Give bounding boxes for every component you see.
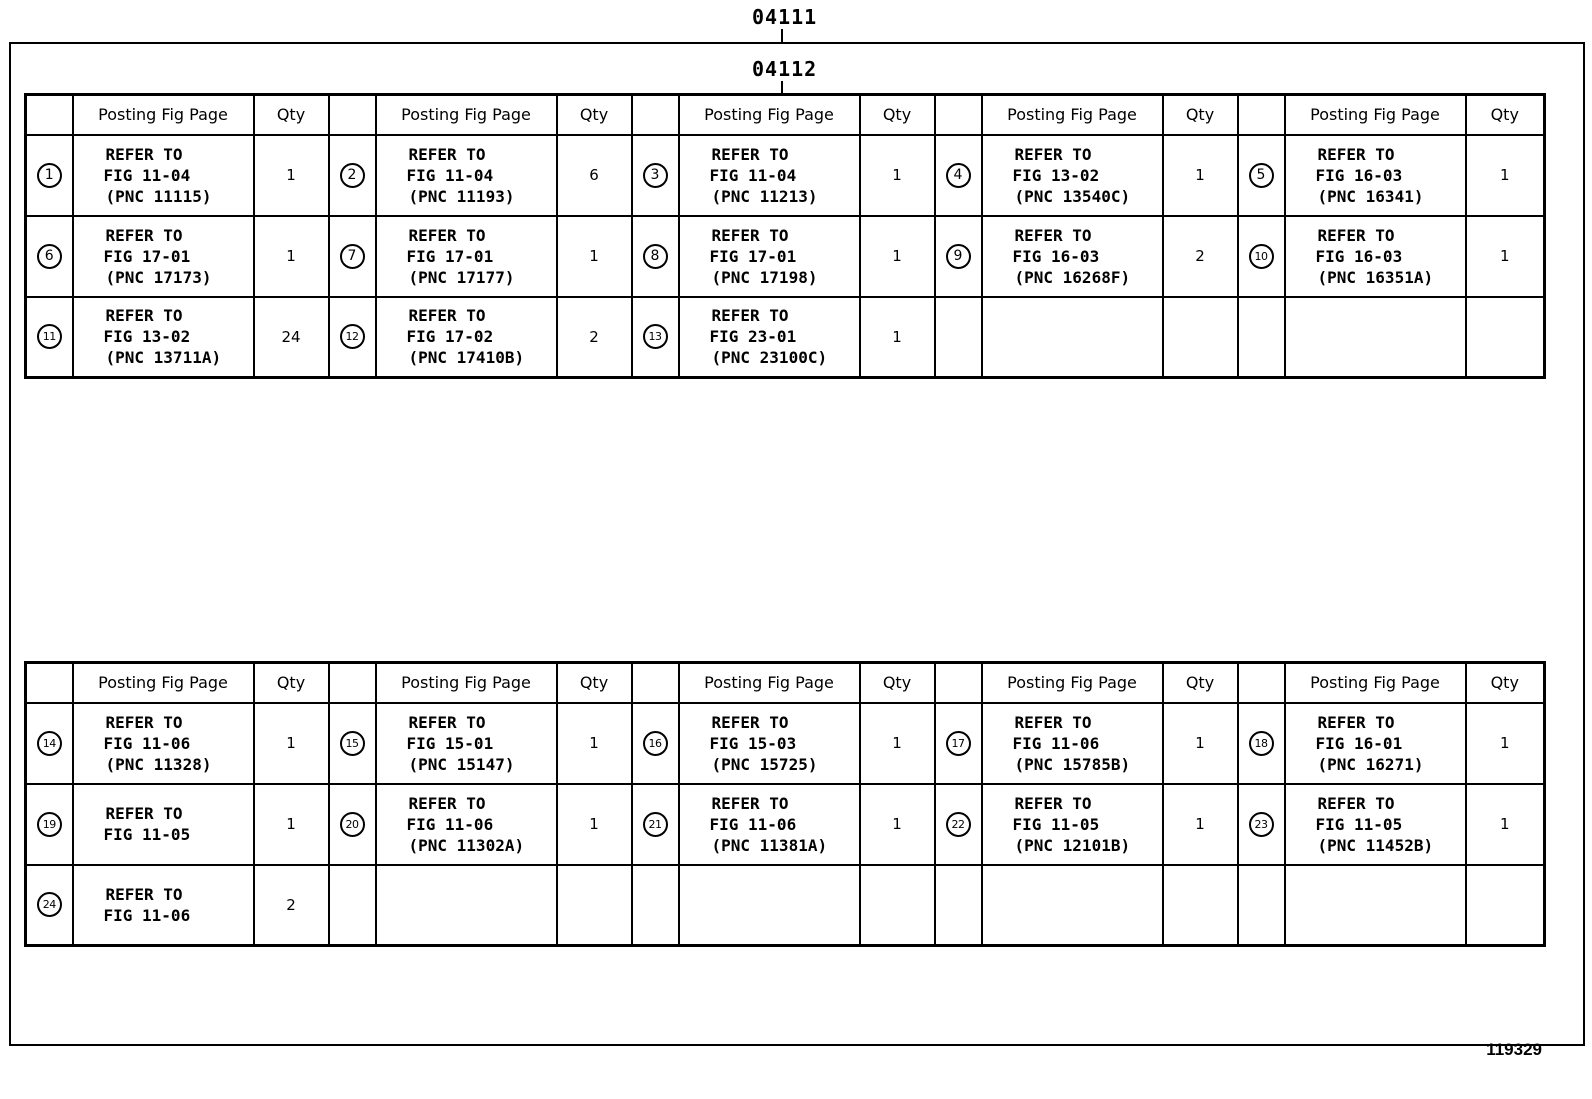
header-posting-fig-page: Posting Fig Page <box>376 663 557 703</box>
fig-reference: FIG 11-06 <box>103 733 191 753</box>
header-qty: Qty <box>1163 663 1238 703</box>
pnc-reference: (PNC 12101B) <box>1014 835 1131 855</box>
reference-cell <box>679 784 860 865</box>
pnc-reference: (PNC 23100C) <box>711 348 828 368</box>
qty-cell <box>1163 703 1238 784</box>
item-number-cell <box>632 297 679 378</box>
header-posting-fig-page: Posting Fig Page <box>679 95 860 135</box>
qty-cell <box>557 703 632 784</box>
callout-number: 24 <box>37 892 62 917</box>
refer-to-text: REFER TO <box>711 225 789 245</box>
reference-cell <box>982 784 1163 865</box>
header-posting-fig-page: Posting Fig Page <box>1285 95 1466 135</box>
header-qty: Qty <box>557 95 632 135</box>
refer-to-text: REFER TO <box>1317 712 1395 732</box>
item-number-cell <box>935 703 982 784</box>
qty-value: 2 <box>286 895 296 914</box>
item-number-cell <box>329 784 376 865</box>
callout-number: 12 <box>340 324 365 349</box>
reference-cell <box>376 297 557 378</box>
pnc-reference: (PNC 11193) <box>408 186 515 206</box>
fig-reference: FIG 16-03 <box>1315 165 1403 185</box>
fig-reference: FIG 17-01 <box>406 246 494 266</box>
fig-reference: FIG 16-03 <box>1012 246 1100 266</box>
fig-reference: FIG 11-06 <box>103 905 191 925</box>
qty-value: 1 <box>589 815 599 833</box>
header-blank-cell <box>632 663 679 703</box>
header-qty: Qty <box>1163 95 1238 135</box>
pnc-reference: (PNC 17177) <box>408 267 515 287</box>
header-posting-fig-page: Posting Fig Page <box>73 95 254 135</box>
fig-reference: FIG 11-05 <box>103 825 191 844</box>
refer-to-text: REFER TO <box>105 306 183 326</box>
parts-table-lower <box>24 661 1546 947</box>
reference-cell <box>73 297 254 378</box>
header-posting-fig-page: Posting Fig Page <box>73 663 254 703</box>
refer-to-text: REFER TO <box>1014 144 1092 164</box>
reference-cell <box>982 865 1163 946</box>
header-blank-cell <box>26 95 73 135</box>
pnc-reference: (PNC 11328) <box>105 754 212 774</box>
fig-reference: FIG 11-05 <box>1012 814 1100 834</box>
qty-value: 1 <box>892 166 902 184</box>
item-number-cell <box>26 784 73 865</box>
outer-code-label: 04111 <box>752 5 818 29</box>
refer-to-text: REFER TO <box>711 712 789 732</box>
pnc-reference: (PNC 17410B) <box>408 348 525 368</box>
refer-to-text: REFER TO <box>1014 225 1092 245</box>
qty-cell <box>557 297 632 378</box>
header-posting-fig-page: Posting Fig Page <box>679 663 860 703</box>
header-qty: Qty <box>860 663 935 703</box>
reference-cell <box>376 784 557 865</box>
pnc-reference: (PNC 15725) <box>711 754 818 774</box>
header-qty: Qty <box>254 663 329 703</box>
qty-value: 1 <box>1499 815 1510 833</box>
callout-number: 19 <box>37 812 62 837</box>
qty-cell <box>860 865 935 946</box>
header-qty: Qty <box>1466 95 1545 135</box>
callout-number: 8 <box>643 244 668 269</box>
table-row <box>26 135 1545 216</box>
document-number: 119329 <box>1486 1040 1542 1059</box>
refer-to-text: REFER TO <box>105 225 183 245</box>
item-number-cell <box>1238 297 1285 378</box>
item-number-cell <box>935 216 982 297</box>
pnc-reference: (PNC 16271) <box>1317 754 1424 774</box>
qty-value: 1 <box>286 166 296 184</box>
qty-value: 1 <box>1499 247 1510 265</box>
qty-cell <box>254 135 329 216</box>
qty-cell <box>557 135 632 216</box>
refer-to-text: REFER TO <box>1317 793 1395 813</box>
qty-value: 2 <box>1195 247 1205 265</box>
item-number-cell <box>329 297 376 378</box>
qty-cell <box>1466 784 1545 865</box>
qty-cell <box>860 297 935 378</box>
callout-number: 18 <box>1249 731 1274 756</box>
reference-cell <box>73 784 254 865</box>
fig-reference: FIG 11-06 <box>709 814 797 834</box>
item-number-cell <box>632 703 679 784</box>
qty-cell <box>557 784 632 865</box>
refer-to-text: REFER TO <box>1317 225 1395 245</box>
header-qty: Qty <box>557 663 632 703</box>
callout-number: 14 <box>37 731 62 756</box>
reference-cell <box>679 216 860 297</box>
callout-number: 11 <box>37 324 62 349</box>
qty-cell <box>1163 297 1238 378</box>
fig-reference: FIG 11-06 <box>406 814 494 834</box>
header-qty: Qty <box>1466 663 1545 703</box>
qty-value: 1 <box>892 247 902 265</box>
callout-number: 22 <box>946 812 971 837</box>
callout-number: 23 <box>1249 812 1274 837</box>
qty-cell <box>254 297 329 378</box>
fig-reference: FIG 11-05 <box>1315 814 1403 834</box>
pnc-reference: (PNC 16268F) <box>1014 267 1131 287</box>
item-number-cell <box>26 135 73 216</box>
fig-reference: FIG 16-03 <box>1315 246 1403 266</box>
table-row <box>26 784 1545 865</box>
reference-cell <box>1285 703 1466 784</box>
refer-to-text: REFER TO <box>408 793 486 813</box>
qty-value: 1 <box>1499 166 1510 184</box>
table-row <box>26 865 1545 946</box>
reference-cell <box>1285 216 1466 297</box>
header-blank-cell <box>632 95 679 135</box>
refer-to-text: REFER TO <box>711 144 789 164</box>
reference-cell <box>982 703 1163 784</box>
header-blank-cell <box>329 95 376 135</box>
pnc-reference: (PNC 13711A) <box>105 348 222 368</box>
qty-cell <box>1466 703 1545 784</box>
fig-reference: FIG 17-01 <box>709 246 797 266</box>
refer-to-text: REFER TO <box>105 804 183 823</box>
qty-value: 1 <box>286 815 296 833</box>
reference-cell <box>73 865 254 946</box>
item-number-cell <box>1238 216 1285 297</box>
item-number-cell <box>632 216 679 297</box>
header-posting-fig-page: Posting Fig Page <box>982 95 1163 135</box>
pnc-reference: (PNC 11302A) <box>408 835 525 855</box>
item-number-cell <box>1238 865 1285 946</box>
qty-cell <box>1466 135 1545 216</box>
qty-cell <box>254 865 329 946</box>
refer-to-text: REFER TO <box>1317 144 1395 164</box>
header-posting-fig-page: Posting Fig Page <box>982 663 1163 703</box>
pnc-reference: (PNC 17173) <box>105 267 212 287</box>
refer-to-text: REFER TO <box>1014 793 1092 813</box>
reference-cell <box>73 216 254 297</box>
item-number-cell <box>935 865 982 946</box>
refer-to-text: REFER TO <box>1014 712 1092 732</box>
header-blank-cell <box>1238 663 1285 703</box>
qty-value: 1 <box>286 247 296 265</box>
refer-to-text: REFER TO <box>105 144 183 164</box>
qty-value: 1 <box>1195 734 1205 752</box>
pnc-reference: (PNC 11213) <box>711 186 818 206</box>
fig-reference: FIG 11-04 <box>103 165 191 185</box>
qty-cell <box>254 784 329 865</box>
pnc-reference: (PNC 17198) <box>711 267 818 287</box>
qty-cell <box>254 703 329 784</box>
reference-cell <box>376 703 557 784</box>
qty-cell <box>1163 865 1238 946</box>
reference-cell <box>376 216 557 297</box>
header-blank-cell <box>329 663 376 703</box>
fig-reference: FIG 11-04 <box>406 165 494 185</box>
qty-cell <box>557 865 632 946</box>
item-number-cell <box>1238 784 1285 865</box>
qty-cell <box>1163 784 1238 865</box>
reference-cell <box>982 297 1163 378</box>
item-number-cell <box>632 865 679 946</box>
pnc-reference: (PNC 15785B) <box>1014 754 1131 774</box>
outer-code-leader <box>781 29 783 43</box>
refer-to-text: REFER TO <box>408 144 486 164</box>
fig-reference: FIG 11-06 <box>1012 733 1100 753</box>
refer-to-text: REFER TO <box>711 793 789 813</box>
qty-value: 1 <box>892 734 902 752</box>
reference-cell <box>679 703 860 784</box>
header-row <box>26 663 1545 703</box>
item-number-cell <box>329 865 376 946</box>
item-number-cell <box>329 703 376 784</box>
qty-cell <box>1163 216 1238 297</box>
pnc-reference: (PNC 11381A) <box>711 835 828 855</box>
callout-number: 15 <box>340 731 365 756</box>
refer-to-text: REFER TO <box>105 712 183 732</box>
header-blank-cell <box>935 663 982 703</box>
qty-cell <box>860 784 935 865</box>
qty-cell <box>1163 135 1238 216</box>
item-number-cell <box>632 135 679 216</box>
qty-value: 2 <box>589 327 599 346</box>
reference-cell <box>376 135 557 216</box>
refer-to-text: REFER TO <box>105 884 183 904</box>
callout-number: 13 <box>643 324 668 349</box>
item-number-cell <box>1238 135 1285 216</box>
fig-reference: FIG 11-04 <box>709 165 797 185</box>
callout-number: 2 <box>340 163 365 188</box>
reference-cell <box>982 135 1163 216</box>
refer-to-text: REFER TO <box>711 306 789 326</box>
qty-cell <box>860 216 935 297</box>
callout-number: 20 <box>340 812 365 837</box>
parts-table-upper <box>24 93 1546 379</box>
qty-cell <box>557 216 632 297</box>
qty-value: 1 <box>589 734 599 752</box>
item-number-cell <box>1238 703 1285 784</box>
table-row <box>26 216 1545 297</box>
qty-value: 1 <box>1195 815 1205 833</box>
qty-cell <box>1466 297 1545 378</box>
header-row <box>26 95 1545 135</box>
reference-cell <box>73 135 254 216</box>
qty-cell <box>1466 216 1545 297</box>
pnc-reference: (PNC 11115) <box>105 186 212 206</box>
item-number-cell <box>935 135 982 216</box>
fig-reference: FIG 13-02 <box>1012 165 1100 185</box>
callout-number: 17 <box>946 731 971 756</box>
header-qty: Qty <box>254 95 329 135</box>
item-number-cell <box>935 297 982 378</box>
reference-cell <box>679 135 860 216</box>
callout-number: 9 <box>946 244 971 269</box>
reference-cell <box>1285 865 1466 946</box>
reference-cell <box>982 216 1163 297</box>
item-number-cell <box>26 216 73 297</box>
reference-cell <box>73 703 254 784</box>
fig-reference: FIG 17-02 <box>406 327 494 347</box>
item-number-cell <box>632 784 679 865</box>
qty-cell <box>860 703 935 784</box>
refer-to-text: REFER TO <box>408 225 486 245</box>
fig-reference: FIG 23-01 <box>709 327 797 347</box>
reference-cell <box>679 297 860 378</box>
callout-number: 3 <box>643 163 668 188</box>
reference-cell <box>679 865 860 946</box>
fig-reference: FIG 17-01 <box>103 246 191 266</box>
fig-reference: FIG 15-01 <box>406 733 494 753</box>
item-number-cell <box>329 216 376 297</box>
header-qty: Qty <box>860 95 935 135</box>
header-blank-cell <box>26 663 73 703</box>
qty-value: 1 <box>589 247 599 265</box>
pnc-reference: (PNC 16351A) <box>1317 267 1434 287</box>
callout-number: 5 <box>1249 163 1274 188</box>
qty-value: 1 <box>892 327 902 346</box>
callout-number: 7 <box>340 244 365 269</box>
callout-number: 6 <box>37 244 62 269</box>
qty-cell <box>860 135 935 216</box>
item-number-cell <box>935 784 982 865</box>
item-number-cell <box>26 703 73 784</box>
qty-cell <box>254 216 329 297</box>
qty-value: 1 <box>892 815 902 833</box>
fig-reference: FIG 16-01 <box>1315 733 1403 753</box>
callout-number: 10 <box>1249 244 1274 269</box>
reference-cell <box>376 865 557 946</box>
callout-number: 16 <box>643 731 668 756</box>
qty-value: 1 <box>1499 734 1510 752</box>
qty-value: 24 <box>281 327 301 346</box>
callout-number: 21 <box>643 812 668 837</box>
pnc-reference: (PNC 15147) <box>408 754 515 774</box>
qty-value: 1 <box>1195 166 1205 184</box>
header-blank-cell <box>1238 95 1285 135</box>
table-row <box>26 297 1545 378</box>
item-number-cell <box>329 135 376 216</box>
refer-to-text: REFER TO <box>408 712 486 732</box>
callout-number: 1 <box>37 163 62 188</box>
header-blank-cell <box>935 95 982 135</box>
fig-reference: FIG 15-03 <box>709 733 797 753</box>
inner-code-label: 04112 <box>752 57 818 81</box>
refer-to-text: REFER TO <box>408 306 486 326</box>
pnc-reference: (PNC 16341) <box>1317 186 1424 206</box>
reference-cell <box>1285 784 1466 865</box>
reference-cell <box>1285 135 1466 216</box>
pnc-reference: (PNC 11452B) <box>1317 835 1434 855</box>
item-number-cell <box>26 865 73 946</box>
fig-reference: FIG 13-02 <box>103 327 191 347</box>
header-posting-fig-page: Posting Fig Page <box>376 95 557 135</box>
item-number-cell <box>26 297 73 378</box>
header-posting-fig-page: Posting Fig Page <box>1285 663 1466 703</box>
qty-cell <box>1466 865 1545 946</box>
table-row <box>26 703 1545 784</box>
qty-value: 6 <box>589 166 599 184</box>
pnc-reference: (PNC 13540C) <box>1014 186 1131 206</box>
qty-value: 1 <box>286 734 296 752</box>
reference-cell <box>1285 297 1466 378</box>
callout-number: 4 <box>946 163 971 188</box>
